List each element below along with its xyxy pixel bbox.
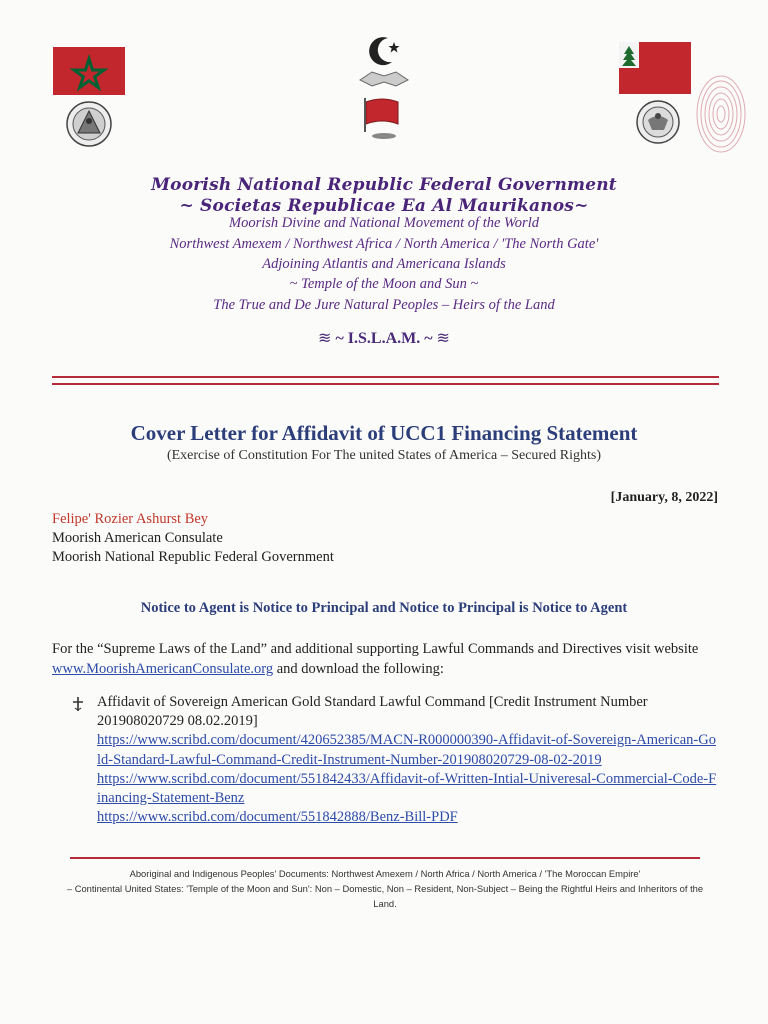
- header-latin-title: ~ Societas Republicae Ea Al Maurikanos~: [179, 196, 589, 216]
- intro-text-a: For the “Supreme Laws of the Land” and additional supporting Lawful Commands and Directives visit website: [52, 641, 699, 657]
- moroccan-flag-icon: [53, 47, 125, 95]
- great-seal-icon: [636, 100, 680, 144]
- item-description: Affidavit of Sovereign American Gold Standard Lawful Command [Credit Instrument Number 201908020729 08.02.2019]: [97, 694, 648, 730]
- center-emblem: [352, 32, 416, 142]
- wave-glyph-left: ≋: [318, 330, 332, 347]
- scribd-link-gold-standard[interactable]: https://www.scribd.com/document/420652385/MACN-R000000390-Affidavit-of-Sovereign-American-Gold-Standard-Lawful-Command-Credit-Instrument-Number-201908020729-08-02-2019: [97, 732, 716, 768]
- wave-glyph-right: ≋: [436, 330, 450, 347]
- footer: [60, 866, 710, 911]
- islam-text: ~ I.S.L.A.M. ~: [335, 330, 433, 347]
- header-rule-top: [52, 376, 719, 378]
- bullet-cross-icon: [71, 696, 85, 712]
- waving-flag-icon: [364, 98, 398, 139]
- sender-org-consulate: Moorish American Consulate: [52, 530, 223, 546]
- scribd-link-ucc-affidavit[interactable]: https://www.scribd.com/document/551842433/Affidavit-of-Written-Intial-Univeresal-Commercial-Code-Financing-Statement-Benz: [97, 770, 717, 807]
- footer-line-2: – Continental United States: 'Temple of the Moon and Sun': Non – Domestic, Non – Resident, Non-Subject – Being the Rightful Heirs and Inheritors of the Land.: [66, 883, 704, 909]
- header-line-7: The True and De Jure Natural Peoples – Heirs of the Land: [213, 297, 555, 313]
- header-title: Moorish National Republic Federal Government: [151, 175, 617, 195]
- intro-paragraph: [52, 639, 712, 679]
- header-line-3: Moorish Divine and National Movement of the World: [229, 215, 539, 231]
- moorish-seal-icon: [66, 101, 112, 147]
- intro-text-b: and download the following:: [273, 661, 444, 677]
- scribd-link-benz-bill[interactable]: https://www.scribd.com/document/551842888/Benz-Bill-PDF: [97, 809, 458, 826]
- header-line-6: ~ Temple of the Moon and Sun ~: [289, 276, 479, 292]
- list-item: [97, 693, 717, 827]
- letter-date: [January, 8, 2022]: [610, 490, 718, 505]
- moorish-flag-icon: [619, 42, 691, 94]
- letter-title: Cover Letter for Affidavit of UCC1 Financing Statement: [130, 421, 638, 445]
- crescent-star-icon: [369, 37, 399, 65]
- consulate-website-link[interactable]: www.MoorishAmericanConsulate.org: [52, 661, 274, 677]
- header-line-4: Northwest Amexem / Northwest Africa / North America / 'The North Gate': [169, 236, 599, 252]
- footer-line-1: Aboriginal and Indigenous Peoples' Documents: Northwest Amexem / North Africa / North America / 'The Moroccan Empire': [129, 868, 641, 879]
- footer-rule: [70, 857, 700, 859]
- notice-heading: Notice to Agent is Notice to Principal and Notice to Principal is Notice to Agent: [140, 600, 628, 616]
- sender-name: Felipe' Rozier Ashurst Bey: [52, 511, 209, 527]
- handshake-icon: [360, 72, 408, 86]
- header-line-5: Adjoining Atlantis and Americana Islands: [262, 256, 506, 272]
- islam-banner: [0, 328, 768, 348]
- header-rule-bottom: [52, 383, 719, 385]
- thumbprint-icon: [694, 72, 748, 154]
- letter-subtitle: (Exercise of Constitution For The united States of America – Secured Rights): [166, 448, 602, 463]
- sender-org-government: Moorish National Republic Federal Government: [52, 549, 334, 565]
